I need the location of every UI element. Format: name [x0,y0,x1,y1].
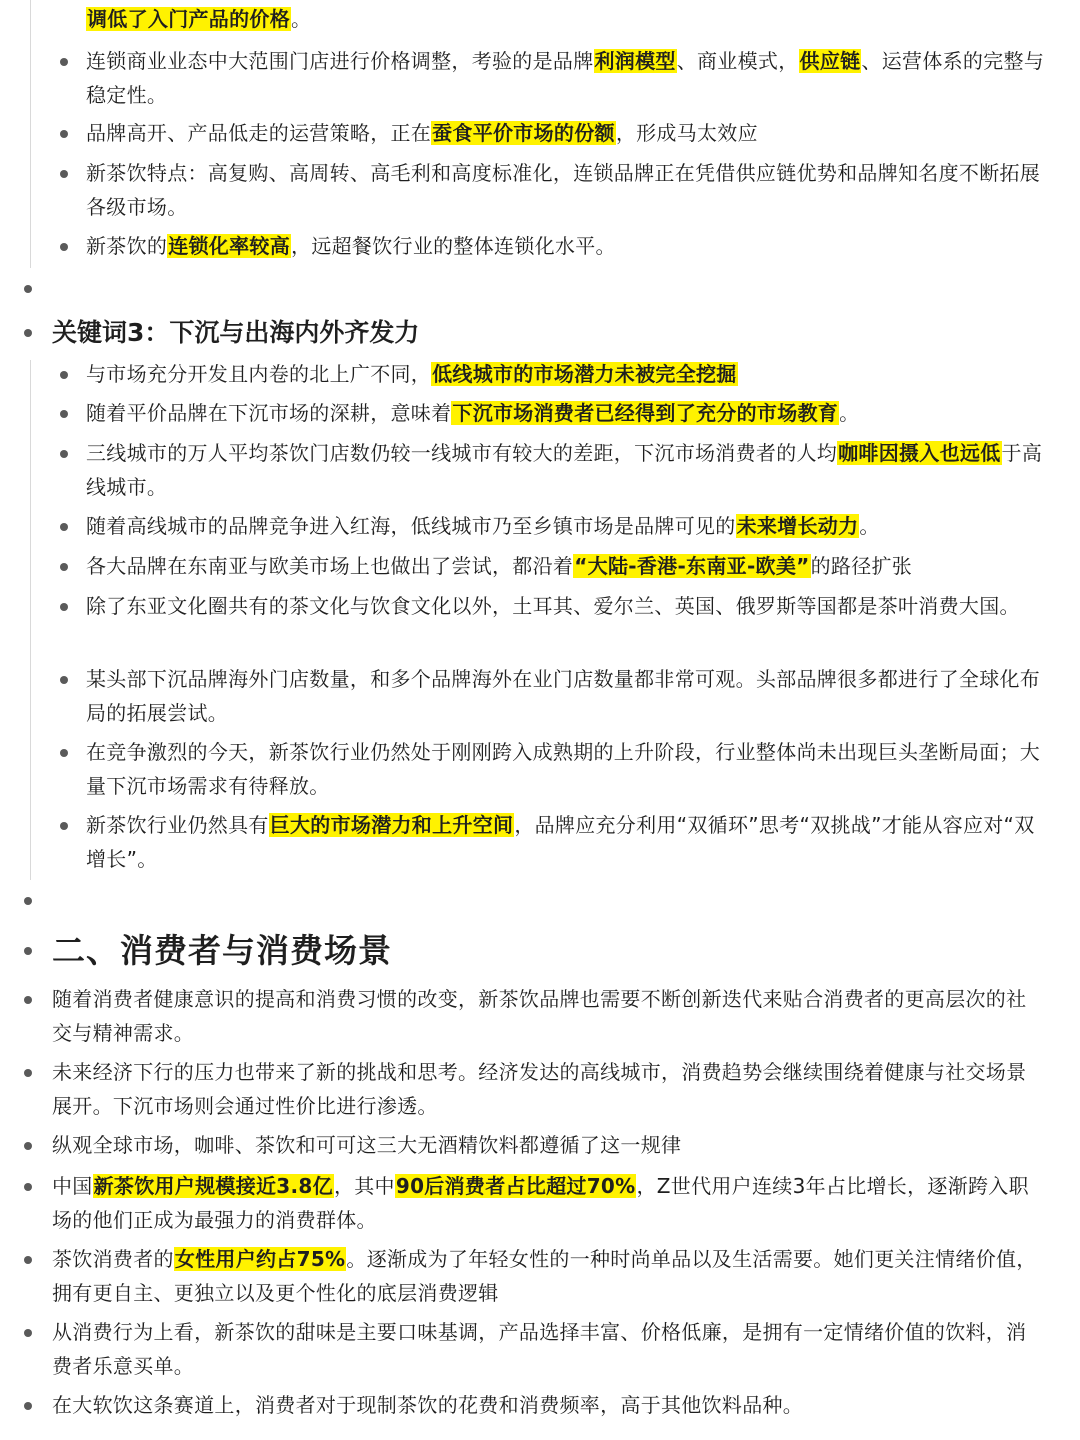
text-segment: 于高线城市。 [86,441,1043,499]
text-segment: 除了东亚文化圈共有的茶文化与饮食文化以外，土耳其、爱尔兰、英国、俄罗斯等国都是茶叶消费大国。 [86,594,1020,618]
text-segment: 未来经济下行的压力也带来了新的挑战和思考。经济发达的高线城市，消费趋势会继续围绕着健康与社交场景展开。下沉市场则会通过性价比进行渗透。 [52,1060,1027,1118]
text-segment: 在竞争激烈的今天，新茶饮行业仍然处于刚刚跨入成熟期的上升阶段，行业整体尚未出现巨头垄断局面；大量下沉市场需求有待释放。 [86,740,1041,798]
bullet-icon [60,603,68,611]
bullet-icon [60,170,68,178]
text-segment: 三线城市的万人平均茶饮门店数仍较一线城市有较大的差距，下沉市场消费者的人均 [86,441,838,465]
highlighted-text: 新茶饮用户规模接近3.8亿 [93,1174,333,1198]
text-segment: 随着平价品牌在下沉市场的深耕，意味着 [86,401,452,425]
bullet-icon [60,58,68,66]
bullet-icon [24,1069,32,1077]
list-item [86,509,1046,543]
text-segment: 纵观全球市场，咖啡、茶饮和可可这三大无酒精饮料都遵循了这一规律 [52,1133,682,1157]
highlighted-text: 利润模型 [594,49,676,73]
list-item [52,1388,1046,1422]
highlighted-text: 调低了入门产品的价格 [87,7,290,31]
rich-text [86,594,1020,618]
list-item [86,549,1046,583]
highlighted-text: 供应链 [799,49,861,73]
text-segment: 的路径扩张 [810,554,913,578]
list-item [52,1242,1046,1310]
highlighted-text: “大陆-香港-东南亚-欧美” [574,554,810,578]
bullet-icon [24,285,32,293]
list-item [86,156,1046,224]
section2-title: 二、消费者与消费场景 [52,931,392,970]
bullet-icon [24,1142,32,1150]
list-item [86,357,1046,391]
bullet-icon [60,130,68,138]
highlighted-text: 蚕食平价市场的份额 [432,121,615,145]
list-item [52,1169,1046,1237]
text-segment: 。逐渐成为了年轻女性的一种时尚单品以及生活需要。她们更关注情绪价值，拥有更自主、更独立以及更个性化的底层消费逻辑 [52,1247,1037,1305]
rich-text [86,441,1042,499]
rich-text [86,234,616,258]
list-item [86,396,1046,430]
text-segment: 、商业模式， [676,49,799,73]
text-segment: ，Z世代用户连续3年占比增长，逐渐跨入职场的他们正成为最强力的消费群体。 [52,1174,1029,1232]
rich-text [86,401,859,425]
text-segment: ，品牌应充分利用“双循环”思考“双挑战”才能从容应对“双增长”。 [86,813,1035,871]
text-segment: 中国 [52,1174,93,1198]
list-item [86,735,1046,803]
bullet-icon [24,947,32,955]
text-segment: 品牌高开、产品低走的运营策略，正在 [86,121,432,145]
text-segment: 新茶饮特点：高复购、高周转、高毛利和高度标准化，连锁品牌正在凭借供应链优势和品牌知名度不断拓展各级市场。 [86,161,1041,219]
text-segment: ，其中 [333,1174,395,1198]
bullet-icon [60,523,68,531]
rich-text [86,554,912,578]
indent-guide [30,360,31,880]
rich-text [86,121,758,145]
text-segment: 连锁商业业态中大范围门店进行价格调整，考验的是品牌 [86,49,594,73]
list-item [52,1128,1046,1162]
rich-text [86,362,738,386]
highlighted-text: 女性用户约占75% [174,1247,346,1271]
rich-text [86,514,880,538]
bullet-icon [24,329,32,337]
text-segment: 、运营体系的完整与稳定性。 [86,49,1045,107]
list-item [86,436,1046,504]
text-segment: 随着消费者健康意识的提高和消费习惯的改变，新茶饮品牌也需要不断创新迭代来贴合消费者的更高层次的社交与精神需求。 [52,987,1027,1045]
bullet-icon [24,1329,32,1337]
text-segment: 新茶饮行业仍然具有 [86,813,269,837]
bullet-icon [24,996,32,1004]
rich-text [52,1060,1026,1118]
bullet-icon [60,450,68,458]
bullet-icon [60,822,68,830]
rich-text [86,7,311,31]
text-segment: 新茶饮的 [86,234,168,258]
highlighted-text: 90后消费者占比超过70% [395,1174,636,1198]
text-segment: 。 [291,7,312,31]
text-segment: 各大品牌在东南亚与欧美市场上也做出了尝试，都沿着 [86,554,574,578]
list-item-continuation [86,2,1046,36]
list-item [86,662,1046,730]
highlighted-text: 巨大的市场潜力和上升空间 [269,813,514,837]
rich-text [52,1393,803,1417]
highlighted-text: 连锁化率较高 [168,234,291,258]
bullet-icon [60,749,68,757]
bullet-icon [60,410,68,418]
rich-text [86,667,1040,725]
list-item [52,1315,1046,1383]
bullet-icon [60,676,68,684]
bullet-icon [60,243,68,251]
text-segment: 从消费行为上看，新茶饮的甜味是主要口味基调，产品选择丰富、价格低廉，是拥有一定情绪价值的饮料，消费者乐意买单。 [52,1320,1027,1378]
rich-text [52,1133,681,1157]
list-item [86,589,1046,623]
rich-text [86,813,1035,871]
bullet-icon [24,897,32,905]
text-segment: 。 [859,514,880,538]
rich-text [52,987,1026,1045]
list-item [86,229,1046,263]
list-item [86,116,1046,150]
highlighted-text: 低线城市的市场潜力未被完全挖掘 [432,362,737,386]
text-segment: 与市场充分开发且内卷的北上广不同， [86,362,432,386]
bullet-icon [60,371,68,379]
highlighted-text: 未来增长动力 [736,514,859,538]
text-segment: 某头部下沉品牌海外门店数量，和多个品牌海外在业门店数量都非常可观。头部品牌很多都进行了全球化布局的拓展尝试。 [86,667,1041,725]
rich-text [52,1174,1029,1232]
rich-text [86,740,1040,798]
highlighted-text: 下沉市场消费者已经得到了充分的市场教育 [452,401,839,425]
text-segment: 随着高线城市的品牌竞争进入红海，低线城市乃至乡镇市场是品牌可见的 [86,514,736,538]
keyword3-title: 关键词3：下沉与出海内外齐发力 [52,318,420,347]
text-segment: ，形成马太效应 [615,121,758,145]
rich-text [86,49,1044,107]
bullet-icon [24,1183,32,1191]
rich-text [86,161,1040,219]
indent-guide [30,0,31,268]
bullet-icon [24,1402,32,1410]
rich-text [52,1320,1026,1378]
text-segment: 。 [839,401,860,425]
bullet-icon [60,563,68,571]
rich-text [52,1247,1037,1305]
list-item [86,808,1046,876]
list-item [52,982,1046,1050]
text-segment: 茶饮消费者的 [52,1247,174,1271]
highlighted-text: 咖啡因摄入也远低 [838,441,1001,465]
bullet-icon [24,1256,32,1264]
list-item [52,1055,1046,1123]
text-segment: 在大软饮这条赛道上，消费者对于现制茶饮的花费和消费频率，高于其他饮料品种。 [52,1393,804,1417]
text-segment: ，远超餐饮行业的整体连锁化水平。 [291,234,616,258]
list-item [86,44,1046,112]
